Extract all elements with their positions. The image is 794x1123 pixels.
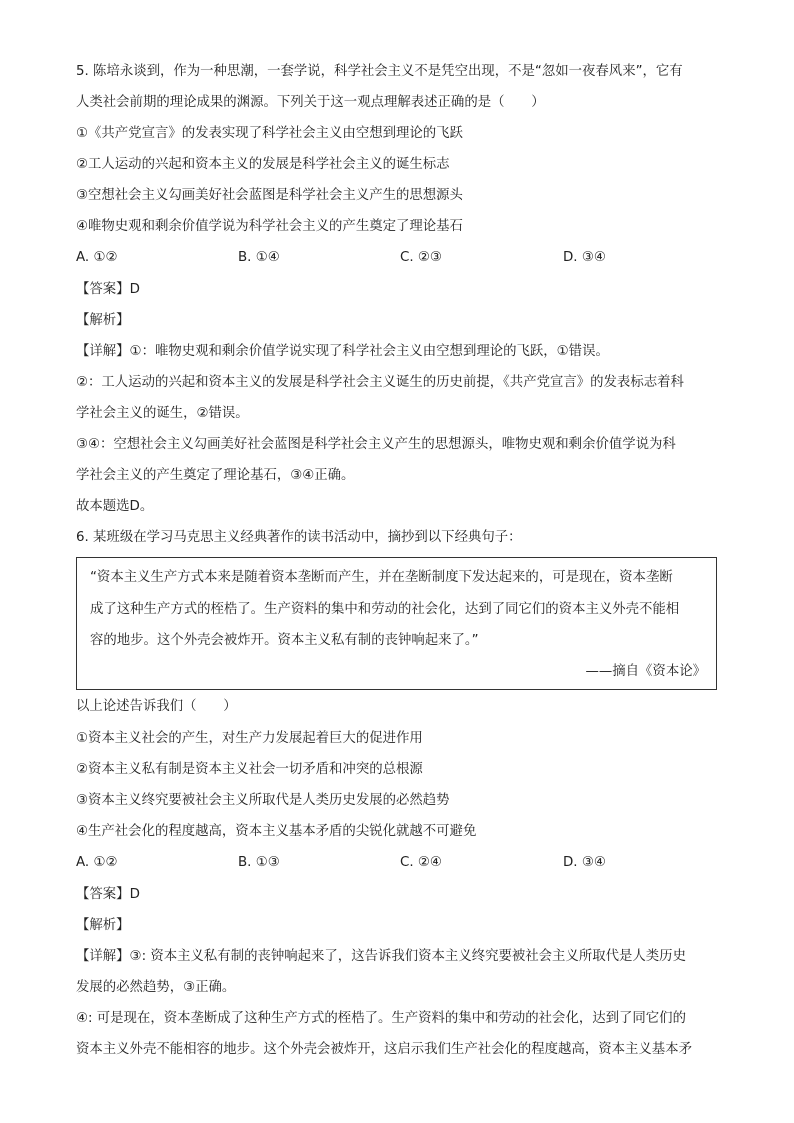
- q6-detail-line-2: 发展的必然趋势，③正确。: [76, 980, 236, 995]
- q6-statement-4: ④生产社会化的程度越高，资本主义基本矛盾的尖锐化就越不可避免: [76, 824, 477, 839]
- q6-detail-line-4: 资本主义外壳不能相容的地步。这个外壳会被炸开，这启示我们生产社会化的程度越高，资本主义基本矛: [76, 1042, 692, 1057]
- q5-stem-line-1: 5. 陈培永谈到，作为一种思潮，一套学说，科学社会主义不是凭空出现，不是“忽如一夜春风来”，它有: [76, 64, 683, 79]
- q5-answer: [76, 280, 726, 300]
- q5-options: [76, 248, 726, 268]
- q5-answer-label: 【答案】: [76, 282, 130, 297]
- q6-option-b: B. ①③: [238, 855, 280, 870]
- q5-detail-line-6: 故本题选D。: [76, 499, 154, 514]
- q6-detail-line-3: ④: 可是现在，资本垄断成了这种生产方式的桎梏了。生产资料的集中和劳动的社会化，达到了同它们的: [76, 1011, 686, 1026]
- q5-detail-line-2: ②：工人运动的兴起和资本主义的发展是科学社会主义诞生的历史前提，《共产党宣言》的发表标志着科: [76, 375, 684, 390]
- q6-question: 以上论述告诉我们（ ）: [76, 699, 237, 714]
- q5-detail-line-3: 学社会主义的诞生，②错误。: [76, 406, 249, 421]
- q6-statement-1: ①资本主义社会的产生，对生产力发展起着巨大的促进作用: [76, 731, 423, 746]
- q5-statement-3: ③空想社会主义勾画美好社会蓝图是科学社会主义产生的思想源头: [76, 188, 463, 203]
- q5-answer-value: D: [129, 282, 140, 297]
- quote-line-1: “资本主义生产方式本来是随着资本垄断而产生，并在垄断制度下发达起来的，可是现在，资本垄断: [90, 570, 673, 585]
- q5-analysis-label: 【解析】: [76, 313, 130, 328]
- q5-detail-line-1: 【详解】①：唯物史观和剩余价值学说实现了科学社会主义由空想到理论的飞跃，①错误。: [76, 344, 609, 359]
- q5-detail-line-4: ③④：空想社会主义勾画美好社会蓝图是科学社会主义产生的思想源头，唯物史观和剩余价值学说为科: [76, 437, 676, 452]
- q5-option-c: C. ②③: [400, 250, 442, 265]
- q5-statement-2: ②工人运动的兴起和资本主义的发展是科学社会主义的诞生标志: [76, 157, 450, 172]
- q6-stem: 6. 某班级在学习马克思主义经典著作的读书活动中，摘抄到以下经典句子：: [76, 530, 522, 545]
- q5-statement-1: ①《共产党宣言》的发表实现了科学社会主义由空想到理论的飞跃: [76, 126, 463, 141]
- q6-option-d: D. ③④: [563, 855, 606, 870]
- q6-detail-line-1: 【详解】③: 资本主义私有制的丧钟响起来了，这告诉我们资本主义终究要被社会主义所取代是人类历史: [76, 949, 686, 964]
- q6-option-a: A. ①②: [76, 855, 118, 870]
- q6-option-c: C. ②④: [400, 855, 442, 870]
- q6-statement-2: ②资本主义私有制是资本主义社会一切矛盾和冲突的总根源: [76, 762, 423, 777]
- q5-option-d: D. ③④: [563, 250, 606, 265]
- q6-options: [76, 853, 726, 873]
- q6-answer-value: D: [129, 887, 140, 902]
- quote-box: [76, 557, 717, 690]
- q6-answer-label: 【答案】: [76, 887, 130, 902]
- q5-statement-4: ④唯物史观和剩余价值学说为科学社会主义的产生奠定了理论基石: [76, 219, 463, 234]
- q5-option-a: A. ①②: [76, 250, 118, 265]
- q5-detail-line-5: 学社会主义的产生奠定了理论基石，③④正确。: [76, 468, 355, 483]
- q6-analysis-label: 【解析】: [76, 918, 130, 933]
- q6-answer: [76, 885, 726, 905]
- q5-option-b: B. ①④: [238, 250, 280, 265]
- quote-line-3: 容的地步。这个外壳会被炸开。资本主义私有制的丧钟响起来了。”: [90, 633, 479, 648]
- quote-source: ——摘自《资本论》: [585, 664, 706, 679]
- quote-line-2: 成了这种生产方式的桎梏了。生产资料的集中和劳动的社会化，达到了同它们的资本主义外壳不能相: [90, 602, 680, 617]
- q6-statement-3: ③资本主义终究要被社会主义所取代是人类历史发展的必然趋势: [76, 793, 450, 808]
- q5-stem-line-2: 人类社会前期的理论成果的渊源。下列关于这一观点理解表述正确的是（ ）: [76, 95, 545, 110]
